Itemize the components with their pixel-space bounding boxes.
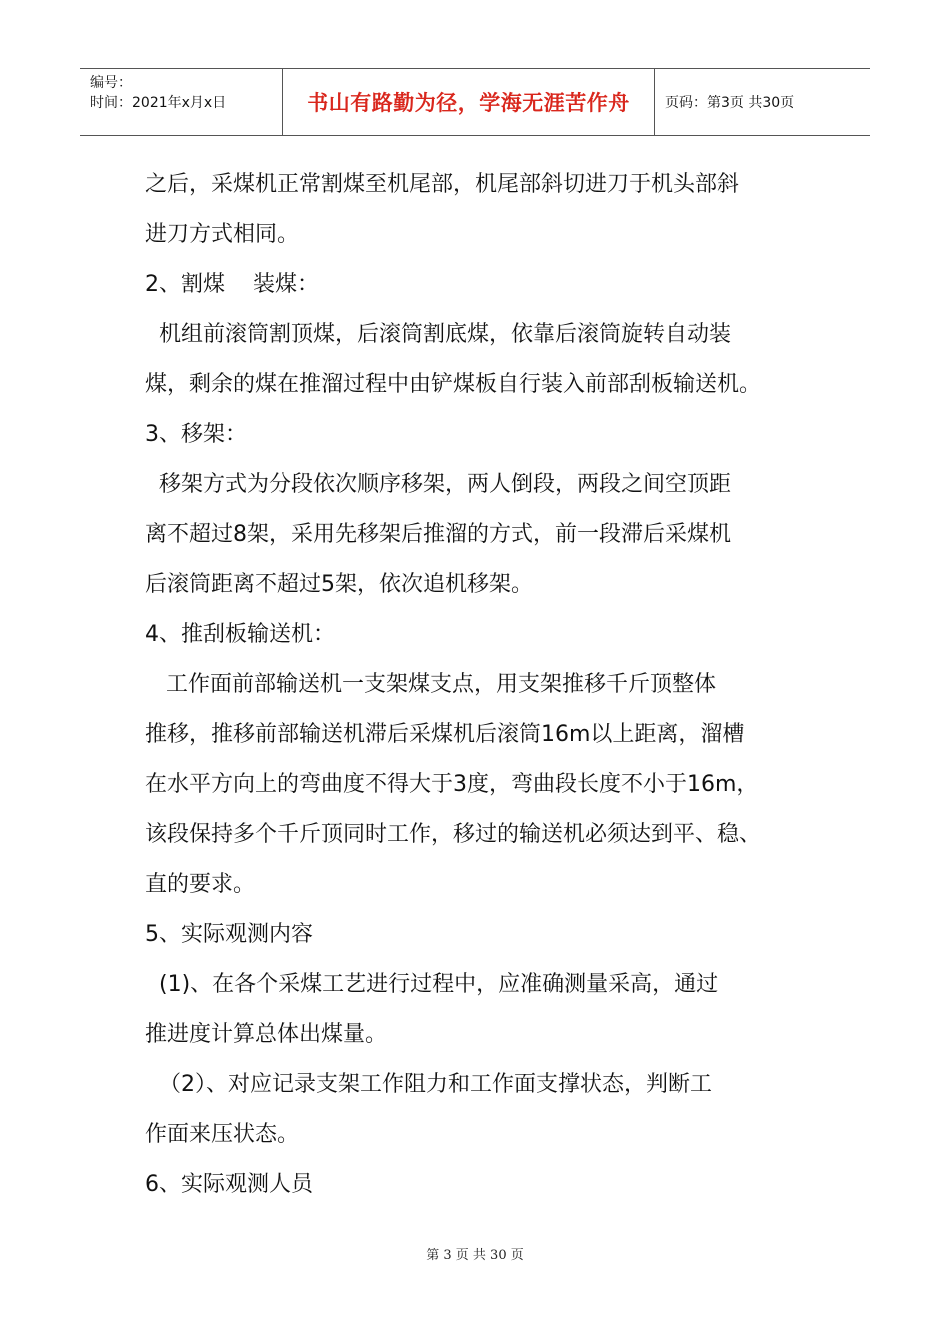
body-line: 移架方式为分段依次顺序移架，两人倒段，两段之间空顶距 bbox=[145, 472, 731, 497]
doc-time-label: 时间：2021年x月x日 bbox=[90, 95, 227, 111]
body-line: 机组前滚筒割顶煤，后滚筒割底煤，依靠后滚筒旋转自动装 bbox=[145, 322, 731, 347]
body-line: 推进度计算总体出煤量。 bbox=[145, 1022, 388, 1047]
body-line: 之后，采煤机正常割煤至机尾部，机尾部斜切进刀于机头部斜 bbox=[145, 172, 740, 197]
doc-number-label: 编号： bbox=[90, 75, 132, 91]
section-heading: 3、移架： bbox=[145, 422, 247, 447]
section-heading: 5、实际观测内容 bbox=[145, 922, 313, 947]
section-heading: 6、实际观测人员 bbox=[145, 1172, 313, 1197]
body-line: 直的要求。 bbox=[145, 872, 256, 897]
page-footer: 第 3 页 共 30 页 bbox=[426, 1248, 524, 1263]
header-motto: 书山有路勤为径，学海无涯苦作舟 bbox=[283, 69, 655, 135]
section-heading: 4、推刮板输送机： bbox=[145, 622, 335, 647]
body-line: 在水平方向上的弯曲度不得大于3度，弯曲段长度不小于16m， bbox=[145, 772, 759, 797]
body-line: 该段保持多个千斤顶同时工作，移过的输送机必须达到平、稳、 bbox=[145, 822, 762, 847]
body-line: 推移，推移前部输送机滞后采煤机后滚筒16m以上距离，溜槽 bbox=[145, 722, 745, 747]
body-line: 作面来压状态。 bbox=[145, 1122, 300, 1147]
body-line: 后滚筒距离不超过5架，依次追机移架。 bbox=[145, 572, 533, 597]
section-heading: 2、割煤 装煤： bbox=[145, 272, 319, 297]
body-line: 工作面前部输送机一支架煤支点，用支架推移千斤顶整体 bbox=[145, 672, 716, 697]
header-meta bbox=[80, 69, 283, 135]
document-body bbox=[145, 160, 825, 1210]
body-line: 煤，剩余的煤在推溜过程中由铲煤板自行装入前部刮板输送机。 bbox=[145, 372, 762, 397]
body-line: （2）、对应记录支架工作阻力和工作面支撑状态，判断工 bbox=[145, 1072, 712, 1097]
page-header bbox=[80, 68, 870, 136]
body-line: (1)、在各个采煤工艺进行过程中，应准确测量采高，通过 bbox=[145, 972, 719, 997]
body-line: 离不超过8架，采用先移架后推溜的方式，前一段滞后采煤机 bbox=[145, 522, 731, 547]
header-page-info: 页码：第3页 共30页 bbox=[665, 95, 795, 111]
body-line: 进刀方式相同。 bbox=[145, 222, 300, 247]
